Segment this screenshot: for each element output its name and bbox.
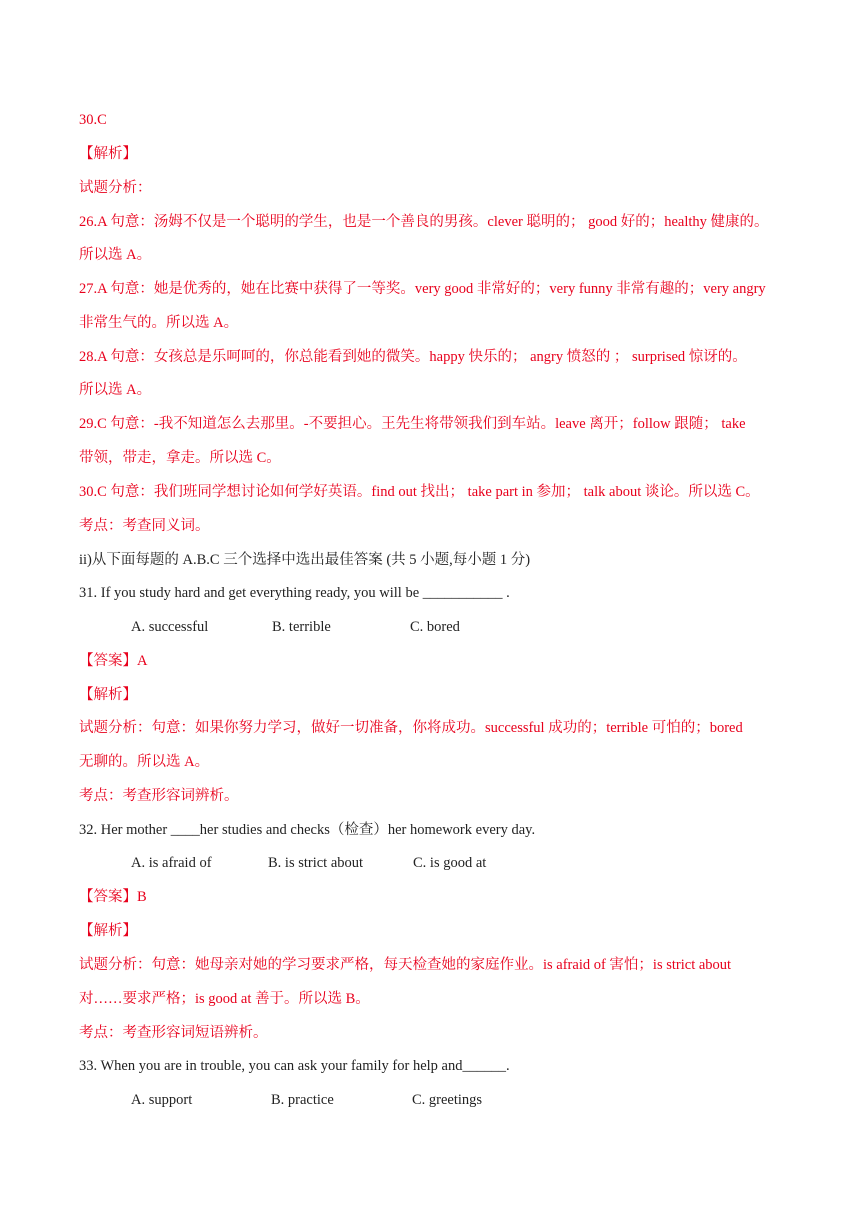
q31-option-b: B. terrible: [272, 619, 331, 635]
explanation-line: 30.C 句意：我们班同学想讨论如何学好英语。find out 找出； take part in 参加； talk about 谈论。所以选 C。: [79, 484, 760, 500]
q32-option-b: B. is strict about: [268, 855, 364, 871]
explanation-line: 27.A 句意：她是优秀的，她在比赛中获得了一等奖。very good 非常好的；very funny 非常有趣的；very angry: [79, 281, 766, 297]
explanation-line: 28.A 句意：女孩总是乐呵呵的，你总能看到她的微笑。happy 快乐的； angry 愤怒的 ； surprised 惊讶的。: [79, 349, 747, 365]
explanation-line: 所以选 A。: [79, 247, 152, 263]
knowledge-point: 考点：考查形容词辨析。: [79, 788, 239, 804]
question-32: 32. Her mother ____her studies and checks（检查）her homework every day.: [79, 822, 536, 838]
question-31: 31. If you study hard and get everything ready, you will be ___________ .: [79, 585, 510, 601]
q31-option-c: C. bored: [410, 619, 460, 635]
explanation-line: 试题分析：句意：如果你努力学习，做好一切准备，你将成功。successful 成功的；terrible 可怕的；bored: [79, 720, 743, 736]
knowledge-point: 考点：考查同义词。: [79, 518, 210, 534]
explanation-line: 对……要求严格；is good at 善于。所以选 B。: [79, 991, 370, 1007]
explanation-line: 试题分析：句意：她母亲对她的学习要求严格，每天检查她的家庭作业。is afraid of 害怕；is strict about: [79, 957, 732, 973]
q33-option-a: A. support: [131, 1092, 193, 1108]
explanation-line: 29.C 句意：-我不知道怎么去那里。-不要担心。王先生将带领我们到车站。leave 离开；follow 跟随； take: [79, 416, 746, 432]
analysis-heading: 【解析】: [79, 146, 137, 162]
q32-option-a: A. is afraid of: [131, 855, 212, 871]
explanation-line: 无聊的。所以选 A。: [79, 754, 210, 770]
analysis-label: 试题分析：: [79, 180, 152, 196]
knowledge-point: 考点：考查形容词短语辨析。: [79, 1025, 268, 1041]
q31-option-a: A. successful: [131, 619, 209, 635]
q32-option-c: C. is good at: [413, 855, 487, 871]
analysis-heading: 【解析】: [79, 687, 137, 703]
q33-option-c: C. greetings: [412, 1092, 483, 1108]
question-33: 33. When you are in trouble, you can ask your family for help and______.: [79, 1058, 510, 1074]
explanation-line: 所以选 A。: [79, 382, 152, 398]
explanation-line: 26.A 句意：汤姆不仅是一个聪明的学生，也是一个善良的男孩。clever 聪明的； good 好的；healthy 健康的。: [79, 214, 769, 230]
explanation-line: 非常生气的。所以选 A。: [79, 315, 239, 331]
answer-line: 【答案】B: [79, 889, 147, 905]
explanation-line: 带领，带走，拿走。所以选 C。: [79, 450, 281, 466]
answer-line: 30.C: [79, 112, 107, 128]
analysis-heading: 【解析】: [79, 923, 137, 939]
answer-line: 【答案】A: [79, 653, 148, 669]
section-instruction: ii)从下面每题的 A.B.C 三个选择中选出最佳答案 (共 5 小题,每小题 1 分): [79, 552, 531, 568]
q33-option-b: B. practice: [271, 1092, 334, 1108]
